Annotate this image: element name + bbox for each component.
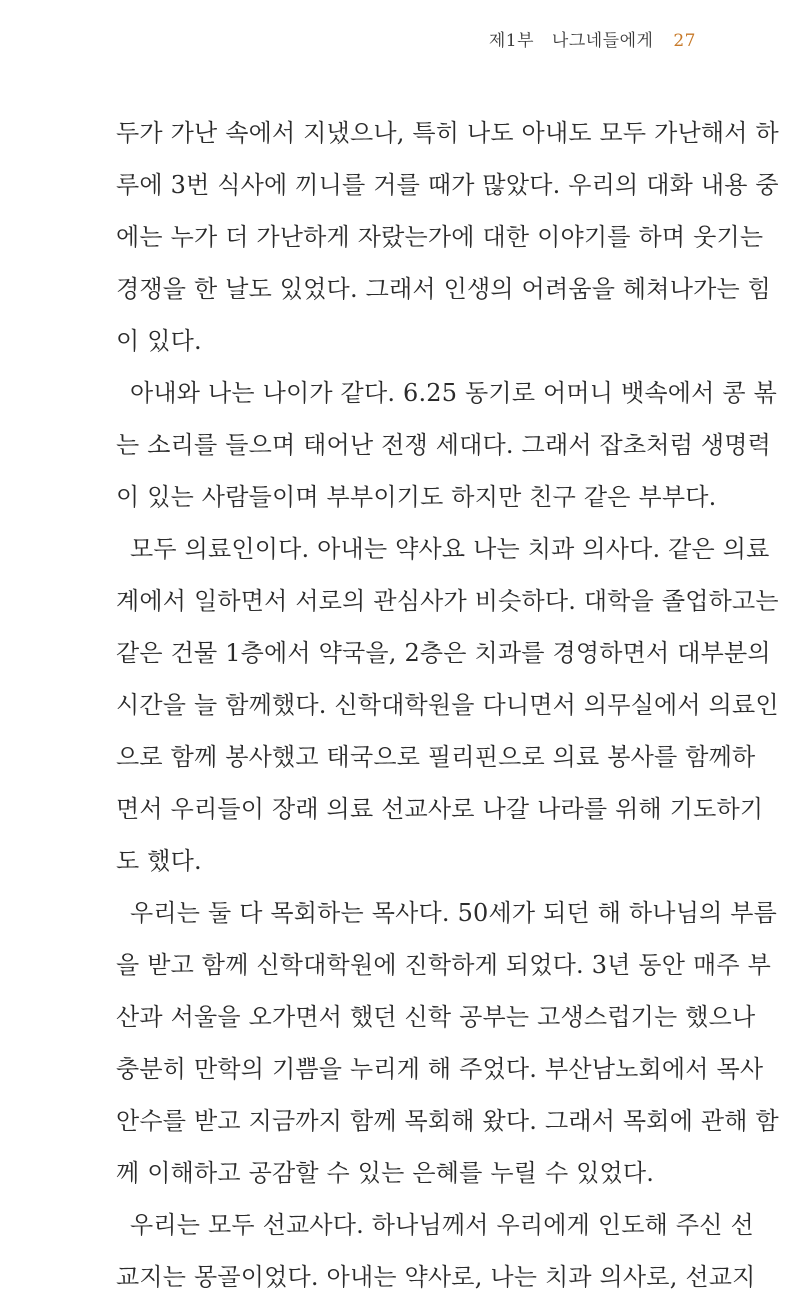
text-line: 계에서 일하면서 서로의 관심사가 비슷하다. 대학을 졸업하고는 xyxy=(116,587,779,615)
text-line: 께 이해하고 공감할 수 있는 은혜를 누릴 수 있었다. xyxy=(116,1159,655,1187)
text-line: 두가 가난 속에서 지냈으나, 특히 나도 아내도 모두 가난해서 하 xyxy=(116,119,779,147)
text-line: 같은 건물 1층에서 약국을, 2층은 치과를 경영하면서 대부분의 xyxy=(116,639,771,667)
text-line: 에는 누가 더 가난하게 자랐는가에 대한 이야기를 하며 웃기는 xyxy=(116,223,764,251)
text-line: 교지는 몽골이었다. 아내는 약사로, 나는 치과 의사로, 선교지 xyxy=(116,1263,756,1291)
text-line: 이 있는 사람들이며 부부이기도 하지만 친구 같은 부부다. xyxy=(116,483,717,511)
text-line: 시간을 늘 함께했다. 신학대학원을 다니면서 의무실에서 의료인 xyxy=(116,691,779,719)
text-line: 는 소리를 들으며 태어난 전쟁 세대다. 그래서 잡초처럼 생명력 xyxy=(116,431,772,459)
text-line: 산과 서울을 오가면서 했던 신학 공부는 고생스럽기는 했으나 xyxy=(116,1003,756,1031)
page-number: 27 xyxy=(673,31,696,51)
text-line: 면서 우리들이 장래 의료 선교사로 나갈 나라를 위해 기도하기 xyxy=(116,795,764,823)
text-line: 경쟁을 한 날도 있었다. 그래서 인생의 어려움을 헤쳐나가는 힘 xyxy=(116,275,772,303)
paragraph-first-line: 우리는 모두 선교사다. 하나님께서 우리에게 인도해 주신 선 xyxy=(130,1211,754,1239)
text-line: 을 받고 함께 신학대학원에 진학하게 되었다. 3년 동안 매주 부 xyxy=(116,951,771,979)
text-line: 충분히 만학의 기쁨을 누리게 해 주었다. 부산남노회에서 목사 xyxy=(116,1055,764,1083)
text-line: 루에 3번 식사에 끼니를 거를 때가 많았다. 우리의 대화 내용 중 xyxy=(116,171,779,199)
paragraph-first-line: 우리는 둘 다 목회하는 목사다. 50세가 되던 해 하나님의 부름 xyxy=(130,899,778,927)
paragraph-first-line: 모두 의료인이다. 아내는 약사요 나는 치과 의사다. 같은 의료 xyxy=(130,535,770,563)
text-line: 이 있다. xyxy=(116,327,202,355)
running-header xyxy=(489,26,696,51)
section-title: 나그네들에게 xyxy=(551,31,654,51)
text-line: 도 했다. xyxy=(116,847,202,875)
paragraph-first-line: 아내와 나는 나이가 같다. 6.25 동기로 어머니 뱃속에서 콩 볶 xyxy=(130,379,777,407)
text-line: 으로 함께 봉사했고 태국으로 필리핀으로 의료 봉사를 함께하 xyxy=(116,743,756,771)
chapter-label: 제1부 xyxy=(488,31,534,51)
text-line: 안수를 받고 지금까지 함께 목회해 왔다. 그래서 목회에 관해 함 xyxy=(116,1107,779,1135)
body-text xyxy=(116,107,779,1303)
